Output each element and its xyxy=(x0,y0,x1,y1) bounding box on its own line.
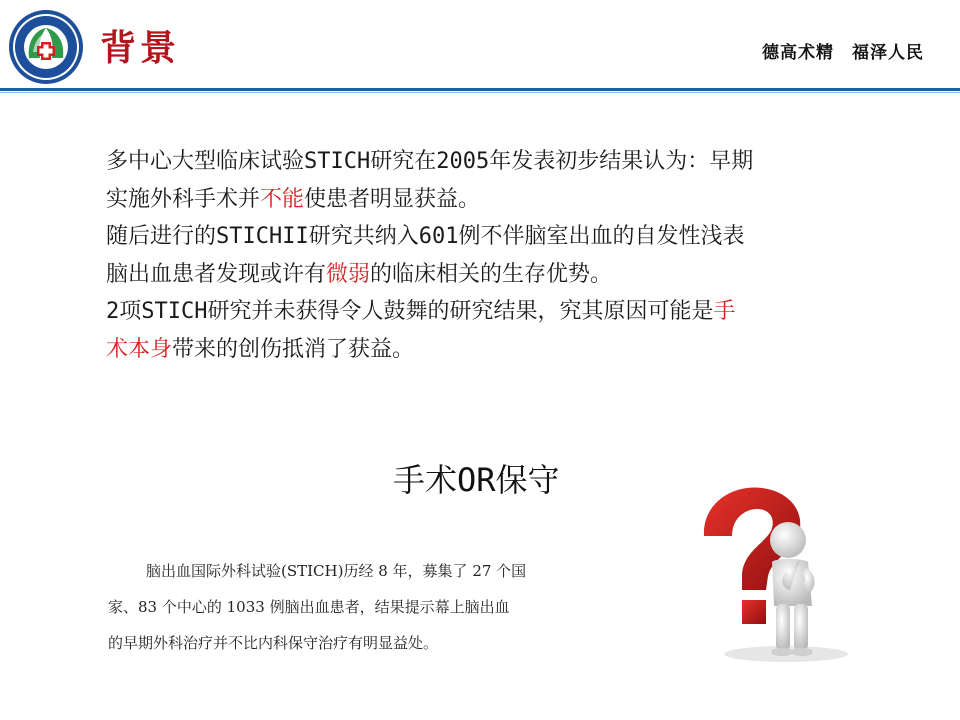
header-divider xyxy=(0,88,960,91)
motto-part-1: 德高术精 xyxy=(762,43,834,63)
quote-line: 的早期外科治疗并不比内科保守治疗有明显益处。 xyxy=(108,634,439,652)
quote-paragraph xyxy=(108,553,608,661)
body-line xyxy=(106,331,886,369)
body-line xyxy=(106,181,886,219)
hospital-motto xyxy=(762,38,924,63)
body-text-span: 使患者明显获益。 xyxy=(304,186,481,212)
question-heading: 手术OR保守 xyxy=(393,461,560,499)
body-text-span: 实施外科手术并 xyxy=(106,186,261,212)
body-text-span: 脑出血患者发现或许有 xyxy=(106,261,327,287)
motto-part-2: 福泽人民 xyxy=(852,43,924,63)
body-text xyxy=(106,143,886,368)
body-line xyxy=(106,293,886,331)
body-line: 多中心大型临床试验STICH研究在2005年发表初步结果认为：早期 xyxy=(106,149,754,174)
highlight-text: 手 xyxy=(713,299,736,324)
highlight-text: 术本身 xyxy=(106,336,173,362)
page-title: 背景 xyxy=(100,27,181,69)
body-line xyxy=(106,256,886,294)
highlight-text: 不能 xyxy=(260,186,305,212)
highlight-text: 微弱 xyxy=(326,261,371,287)
hospital-emblem-icon xyxy=(7,8,85,86)
body-text-span: 2项STICH研究并未获得令人鼓舞的研究结果，究其原因可能是 xyxy=(106,299,714,324)
thinking-person-question-mark-icon xyxy=(676,478,852,664)
quote-line: 脑出血国际外科试验(STICH)历经 8 年，募集了 27 个国 xyxy=(146,562,527,580)
header-divider-thin xyxy=(0,92,960,93)
body-line: 随后进行的STICHII研究共纳入601例不伴脑室出血的自发性浅表 xyxy=(106,224,745,249)
quote-line: 家、83 个中心的 1033 例脑出血患者，结果提示幕上脑出血 xyxy=(108,598,510,616)
body-text-span: 带来的创伤抵消了获益。 xyxy=(172,336,415,362)
body-text-span: 的临床相关的生存优势。 xyxy=(370,261,613,287)
